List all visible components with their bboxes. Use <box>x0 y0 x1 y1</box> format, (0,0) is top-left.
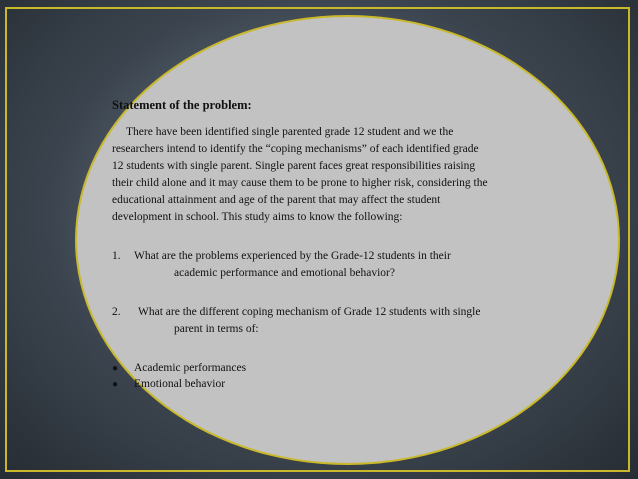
bullet-text: Emotional behavior <box>134 378 226 390</box>
paragraph-line: development in school. This study aims to know the following: <box>112 211 403 223</box>
question-text-cont: academic performance and emotional behavior? <box>174 267 395 279</box>
slide-content <box>112 97 512 392</box>
paragraph-line: their child alone and it may cause them to be prone to higher risk, considering the <box>112 177 488 189</box>
bullet-list <box>112 360 512 392</box>
bullet-text: Academic performances <box>134 362 247 374</box>
question-2 <box>112 304 512 338</box>
bullet-item <box>112 360 512 376</box>
paragraph-line: There have been identified single parented grade 12 student and we the <box>126 126 454 138</box>
question-number: 2. <box>112 306 121 318</box>
bullet-item <box>112 376 512 392</box>
paragraph-line: 12 students with single parent. Single parent faces great responsibilities raising <box>112 160 476 172</box>
problem-paragraph <box>112 124 512 226</box>
question-text: What are the problems experienced by the Grade-12 students in their <box>134 250 451 262</box>
question-text: What are the different coping mechanism of Grade 12 students with single <box>138 306 481 318</box>
bullet-icon: ● <box>112 379 119 390</box>
paragraph-line: researchers intend to identify the “coping mechanisms” of each identified grade <box>112 143 479 155</box>
question-text-cont: parent in terms of: <box>174 323 259 335</box>
question-number: 1. <box>112 250 121 262</box>
question-1 <box>112 248 512 282</box>
bullet-icon: ● <box>112 363 119 374</box>
heading: Statement of the problem: <box>112 98 252 112</box>
paragraph-line: educational attainment and age of the parent that may affect the student <box>112 194 441 206</box>
